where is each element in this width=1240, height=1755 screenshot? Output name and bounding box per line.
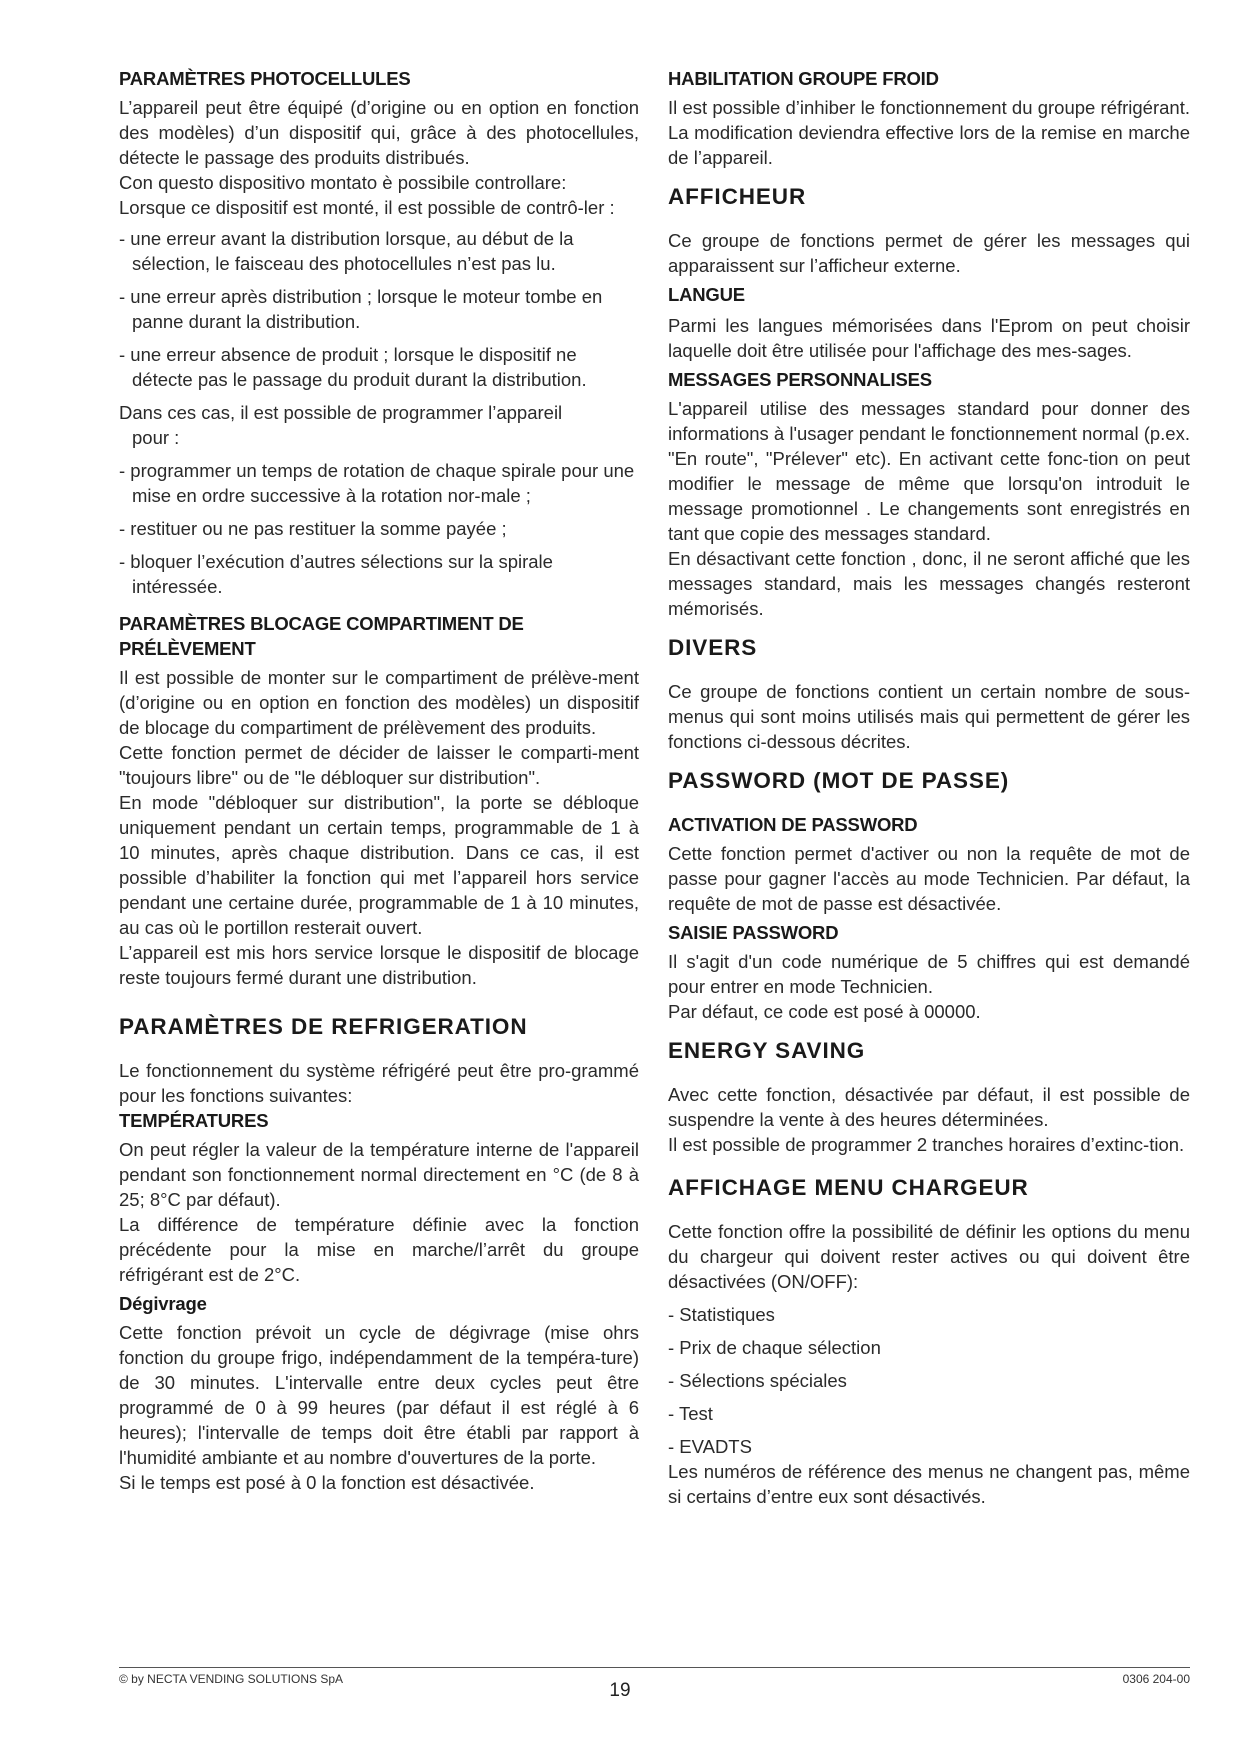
afficheur-heading: AFFICHEUR: [668, 184, 807, 209]
photocell-para-4-cont: pour :: [132, 427, 180, 448]
blocage-para-4: L’appareil est mis hors service lorsque le dispositif de blocage reste toujours fermé durant une distribution.: [119, 942, 639, 988]
chargeur-list-item: - Sélections spéciales: [668, 1370, 847, 1391]
photocell-para-4: Dans ces cas, il est possible de programmer l’appareil: [119, 402, 563, 423]
temperatures-heading: TEMPÉRATURES: [119, 1110, 269, 1131]
degivrage-para-2: Si le temps est posé à 0 la fonction est désactivée.: [119, 1472, 535, 1493]
energy-saving-para-1: Avec cette fonction, désactivée par défaut, il est possible de suspendre la vente à des heures déterminées.: [668, 1084, 1190, 1130]
saisie-password-para-1: Il s'agit d'un code numérique de 5 chiffres qui est demandé pour entrer en mode Technicien.: [668, 951, 1190, 997]
blocage-para-1: Il est possible de monter sur le compartiment de prélève-ment (d’origine ou en option en fonction des modèles) un dispositif de blocage du compartiment de prélèvement des produits.: [119, 667, 639, 738]
left-column: [119, 66, 639, 1495]
messages-para-1: L'appareil utilise des messages standard pour donner des informations à l'usager pendant le fonctionnement normal (p.ex. "En route", "Prélever" etc). En activant cette fonc-tion on peut modifier le message de même que lorsqu'on introduit le message promotionnel . Le changements sont enregistrés en tant que copie des messages standard.: [668, 398, 1190, 544]
energy-saving-heading: ENERGY SAVING: [668, 1038, 866, 1063]
chargeur-list-item: - Prix de chaque sélection: [668, 1337, 881, 1358]
footer-divider: [119, 1667, 1190, 1668]
right-column: [668, 66, 1190, 1509]
afficheur-para-1: Ce groupe de fonctions permet de gérer les messages qui apparaissent sur l’afficheur externe.: [668, 230, 1190, 276]
photocell-list-item: - une erreur après distribution ; lorsque le moteur tombe en panne durant la distribution.: [119, 286, 603, 332]
blocage-heading-line-1: PARAMÈTRES BLOCAGE COMPARTIMENT DE: [119, 613, 524, 634]
footer-copyright: © by NECTA VENDING SOLUTIONS SpA: [119, 1672, 344, 1686]
photocell-heading: PARAMÈTRES PHOTOCELLULES: [119, 68, 411, 89]
page-number: 19: [609, 1680, 631, 1701]
chargeur-list-item: - Test: [668, 1403, 713, 1424]
messages-para-2: En désactivant cette fonction , donc, il ne seront affiché que les messages standard, mais les messages changés resteront mémorisés.: [668, 548, 1190, 619]
photocell-list2-item: - restituer ou ne pas restituer la somme payée ;: [119, 518, 507, 539]
divers-heading: DIVERS: [668, 635, 758, 660]
refrigeration-heading: PARAMÈTRES DE REFRIGERATION: [119, 1014, 528, 1039]
temperatures-para-2: La différence de température définie avec la fonction précédente pour la mise en marche/l’arrêt du groupe réfrigérant est de 2°C.: [119, 1214, 639, 1285]
chargeur-list-item: - EVADTS: [668, 1436, 752, 1457]
energy-saving-para-2: Il est possible de programmer 2 tranches horaires d’extinc-tion.: [668, 1134, 1185, 1155]
blocage-para-2: Cette fonction permet de décider de laisser le comparti-ment "toujours libre" ou de "le débloquer sur distribution".: [119, 742, 639, 788]
photocell-para-2: Con questo dispositivo montato è possibile controllare:: [119, 172, 567, 193]
refrigeration-para-1: Le fonctionnement du système réfrigéré peut être pro-grammé pour les fonctions suivantes:: [119, 1060, 639, 1106]
blocage-para-3: En mode "débloquer sur distribution", la porte se débloque uniquement pendant un certain temps, programmable de 1 à 10 minutes, après chaque distribution. Dans ce cas, il est possible d’habiliter la fonction qui met l’appareil hors service pendant une certaine durée, programmable de 1 à 10 minutes, au cas où le portillon resterait ouvert.: [119, 792, 639, 938]
activation-password-para-1: Cette fonction permet d'activer ou non la requête de mot de passe pour gagner l'accès au mode Technicien. Par défaut, la requête de mot de passe est désactivée.: [668, 843, 1190, 914]
password-heading: PASSWORD (MOT DE PASSE): [668, 768, 1010, 793]
habilitation-para-1: Il est possible d’inhiber le fonctionnement du groupe réfrigérant. La modification deviendra effective lors de la remise en marche de l’appareil.: [668, 97, 1190, 168]
blocage-heading-line-2: PRÉLÈVEMENT: [119, 638, 256, 659]
degivrage-para-1: Cette fonction prévoit un cycle de dégivrage (mise ohrs fonction du groupe frigo, indépendamment de la tempéra-ture) de 30 minutes. L'intervalle entre deux cycles peut être programmé de 0 à 99 heures (par défaut il est réglé à 6 heures); l'intervalle de temps doit être établi par rapport à l'humidité ambiante et au nombre d'ouvertures de la porte.: [119, 1322, 639, 1468]
habilitation-heading: HABILITATION GROUPE FROID: [668, 68, 939, 89]
photocell-list2-item: - bloquer l’exécution d’autres sélections sur la spirale intéressée.: [119, 551, 553, 597]
langue-heading: LANGUE: [668, 284, 745, 305]
photocell-para-1: L’appareil peut être équipé (d’origine ou en option en fonction des modèles) d’un dispositif qui, grâce à des photocellules, détecte le passage des produits distribués.: [119, 97, 639, 168]
chargeur-heading: AFFICHAGE MENU CHARGEUR: [668, 1175, 1029, 1200]
langue-para-1: Parmi les langues mémorisées dans l'Eprom on peut choisir laquelle doit être utilisée pour l'affichage des mes-sages.: [668, 315, 1190, 361]
photocell-list2-item: - programmer un temps de rotation de chaque spirale pour une mise en ordre successive à la rotation nor-male ;: [119, 460, 635, 506]
photocell-list-item: - une erreur absence de produit ; lorsque le dispositif ne détecte pas le passage du produit durant la distribution.: [119, 344, 587, 390]
chargeur-para-1: Cette fonction offre la possibilité de définir les options du menu du chargeur qui doivent rester actives ou qui doivent être désactivées (ON/OFF):: [668, 1221, 1190, 1292]
chargeur-list-item: - Statistiques: [668, 1304, 775, 1325]
photocell-para-3: Lorsque ce dispositif est monté, il est possible de contrô-ler :: [119, 197, 615, 218]
footer-doc-code: 0306 204-00: [1122, 1672, 1190, 1686]
saisie-password-para-2: Par défaut, ce code est posé à 00000.: [668, 1001, 981, 1022]
saisie-password-heading: SAISIE PASSWORD: [668, 922, 839, 943]
divers-para-1: Ce groupe de fonctions contient un certain nombre de sous-menus qui sont moins utilisés mais qui permettent de gérer les fonctions ci-dessous décrites.: [668, 681, 1190, 752]
degivrage-heading: Dégivrage: [119, 1293, 207, 1314]
messages-heading: MESSAGES PERSONNALISES: [668, 369, 932, 390]
temperatures-para-1: On peut régler la valeur de la température interne de l'appareil pendant son fonctionnement normal directement en °C (de 8 à 25; 8°C par défaut).: [119, 1139, 639, 1210]
chargeur-para-2: Les numéros de référence des menus ne changent pas, même si certains d’entre eux sont désactivés.: [668, 1461, 1190, 1507]
activation-password-heading: ACTIVATION DE PASSWORD: [668, 814, 918, 835]
photocell-list-item: - une erreur avant la distribution lorsque, au début de la sélection, le faisceau des photocellules n’est pas lu.: [119, 228, 574, 274]
